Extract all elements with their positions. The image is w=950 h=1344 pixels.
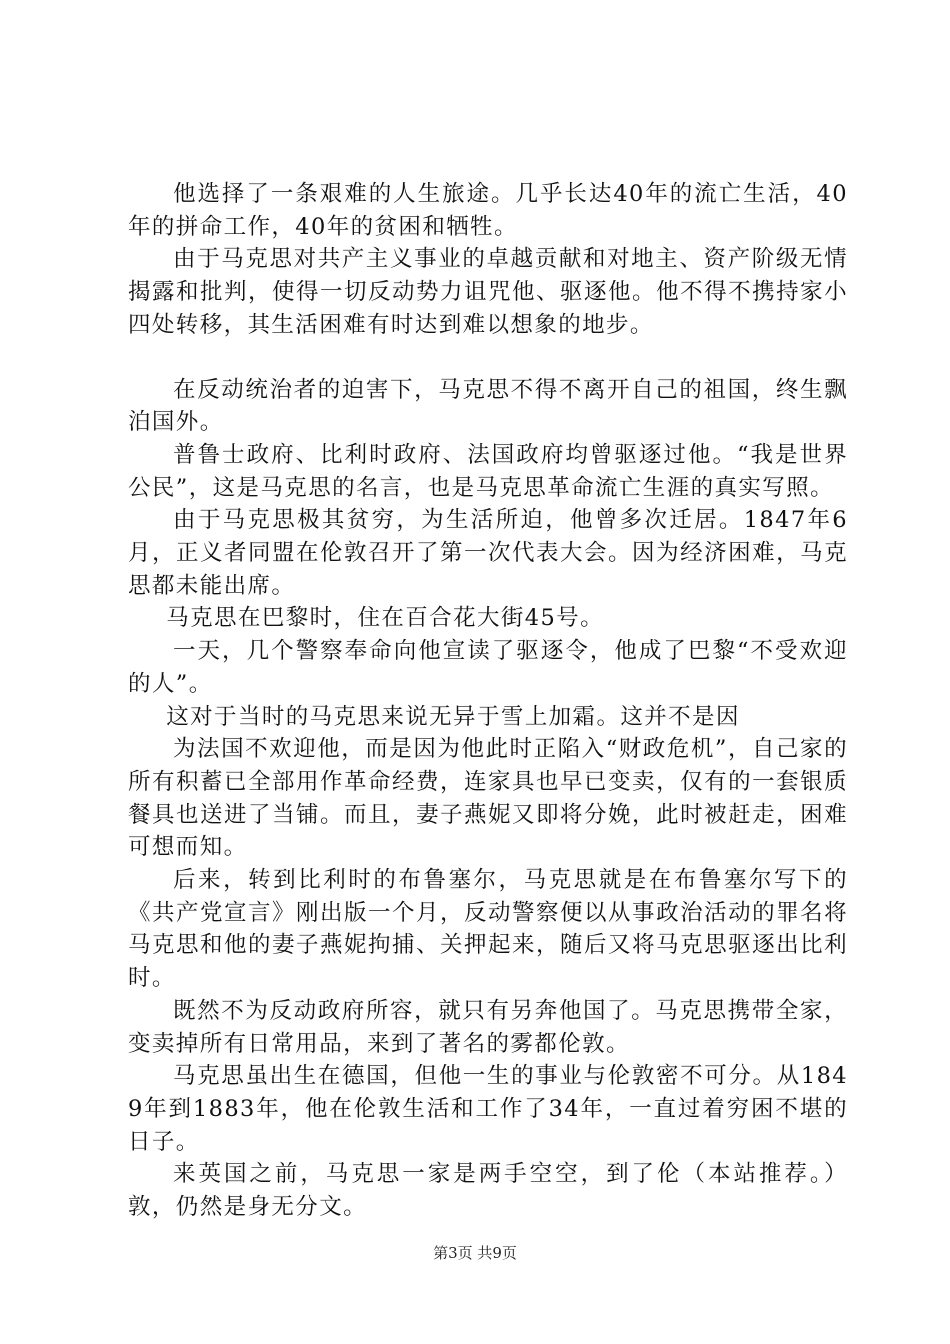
paragraph-3: 在反动统治者的迫害下，马克思不得不离开自己的祖国，终生飘泊国外。 xyxy=(128,376,848,436)
paragraph-10: 后来，转到比利时的布鲁塞尔，马克思就是在布鲁塞尔写下的《共产党宣言》刚出版一个月，反动警察便以从事政治活动的罪名将马克思和他的妻子燕妮拘捕、关押起来，随后又将马克思驱逐出比利时。 xyxy=(128,867,848,992)
paragraph-6: 马克思在巴黎时，住在百合花大街45号。 xyxy=(166,605,604,632)
paragraph-7: 一天，几个警察奉命向他宣读了驱逐令，他成了巴黎“不受欢迎的人”。 xyxy=(128,638,848,697)
paragraph-13: 来英国之前，马克思一家是两手空空，到了伦（本站推荐。）敦，仍然是身无分文。 xyxy=(128,1161,848,1221)
paragraph-1: 他选择了一条艰难的人生旅途。几乎长达40年的流亡生活，40年的拼命工作，40年的贫困和牺牲。 xyxy=(128,181,848,240)
paragraph-11: 既然不为反动政府所容，就只有另奔他国了。马克思携带全家，变卖掉所有日常用品，来到了著名的雾都伦敦。 xyxy=(128,997,848,1057)
paragraph-8: 这对于当时的马克思来说无异于雪上加霜。这并不是因 xyxy=(166,703,740,730)
document-body xyxy=(128,178,848,1224)
paragraph-2: 由于马克思对共产主义事业的卓越贡献和对地主、资产阶级无情揭露和批判，使得一切反动势力诅咒他、驱逐他。他不得不携持家小四处转移，其生活困难有时达到难以想象的地步。 xyxy=(128,246,848,338)
paragraph-12: 马克思虽出生在德国，但他一生的事业与伦敦密不可分。从1849年到1883年，他在伦敦生活和工作了34年，一直过着穷困不堪的日子。 xyxy=(128,1063,848,1155)
paragraph-5: 由于马克思极其贫穷，为生活所迫，他曾多次迁居。1847年6月，正义者同盟在伦敦召开了第一次代表大会。因为经济困难，马克思都未能出席。 xyxy=(128,507,848,599)
page-number-footer: 第3页 共9页 xyxy=(433,1244,517,1262)
paragraph-9: 为法国不欢迎他，而是因为他此时正陷入“财政危机”，自己家的所有积蓄已全部用作革命经费，连家具也早已变卖，仅有的一套银质餐具也送进了当铺。而且，妻子燕妮又即将分娩，此时被赶走，困难可想而知。 xyxy=(128,736,848,861)
paragraph-4: 普鲁士政府、比利时政府、法国政府均曾驱逐过他。“我是世界公民”，这是马克思的名言，也是马克思革命流亡生涯的真实写照。 xyxy=(128,441,848,501)
